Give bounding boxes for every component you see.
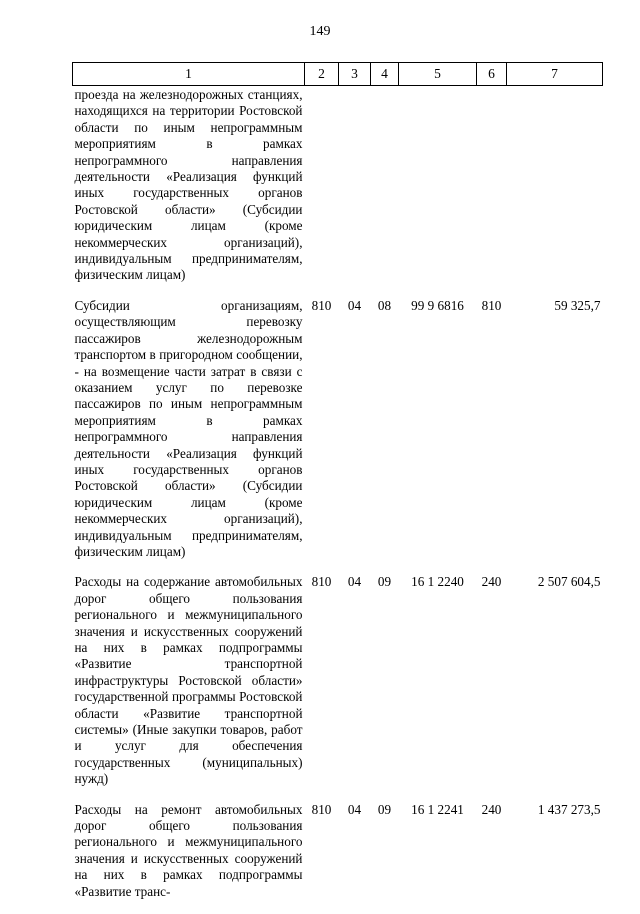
row-amount: 2 507 604,5	[507, 574, 603, 801]
table-body	[73, 86, 603, 914]
header-col-6: 6	[477, 63, 507, 86]
row-amount: 1 437 273,5	[507, 802, 603, 914]
row-expense-type: 240	[477, 802, 507, 914]
row-expense-type: 810	[477, 298, 507, 575]
row-target-article: 99 9 6816	[399, 298, 477, 575]
row-section-code: 04	[339, 574, 371, 801]
row-section-code: 04	[339, 802, 371, 914]
budget-table	[72, 62, 603, 914]
header-col-2: 2	[305, 63, 339, 86]
table-row	[73, 802, 603, 914]
row-subsection-code: 09	[371, 802, 399, 914]
header-col-3: 3	[339, 63, 371, 86]
row-section-code: 04	[339, 298, 371, 575]
row-subsection-code: 08	[371, 298, 399, 575]
header-row	[73, 63, 603, 86]
row-description: Расходы на ремонт автомобильных дорог общего пользования регионального и межмуниципального значения и искусственных сооружений на них в рамках подпрограммы «Развитие транс-	[73, 802, 305, 914]
table-row	[73, 298, 603, 575]
row-expense-type: 240	[477, 574, 507, 801]
header-col-7: 7	[507, 63, 603, 86]
continuation-description: проезда на железнодорожных станциях, находящихся на территории Ростовской области по иным непрограммным мероприятиям в рамках непрограммного направления деятельности «Реализация функций иных государственных органов Ростовской области» (Субсидии юридическим лицам (кроме некоммерческих организаций), индивидуальным предпринимателям, физическим лицам)	[73, 86, 305, 298]
table-row-continuation	[73, 86, 603, 298]
table-row	[73, 574, 603, 801]
row-ministry-code: 810	[305, 802, 339, 914]
row-target-article: 16 1 2240	[399, 574, 477, 801]
row-target-article: 16 1 2241	[399, 802, 477, 914]
row-amount: 59 325,7	[507, 298, 603, 575]
row-ministry-code: 810	[305, 574, 339, 801]
table-header	[73, 63, 603, 86]
row-ministry-code: 810	[305, 298, 339, 575]
header-col-5: 5	[399, 63, 477, 86]
header-col-1: 1	[73, 63, 305, 86]
page-number: 149	[0, 24, 640, 40]
row-subsection-code: 09	[371, 574, 399, 801]
row-description: Субсидии организациям, осуществляющим перевозку пассажиров железнодорожным транспортом в пригородном сообщении, - на возмещение части затрат в связи с оказанием услуг по перевозке пассажиров по иным непрограммным мероприятиям в рамках непрограммного направления деятельности «Реализация функций иных государственных органов Ростовской области» (Субсидии юридическим лицам (кроме некоммерческих организаций), индивидуальным предпринимателям, физическим лицам)	[73, 298, 305, 575]
header-col-4: 4	[371, 63, 399, 86]
row-description: Расходы на содержание автомобильных дорог общего пользования регионального и межмуниципального значения и искусственных сооружений на них в рамках подпрограммы «Развитие транспортной инфраструктуры Ростовской области» государственной программы Ростовской области «Развитие транспортной системы» (Иные закупки товаров, работ и услуг для обеспечения государственных (муниципальных) нужд)	[73, 574, 305, 801]
